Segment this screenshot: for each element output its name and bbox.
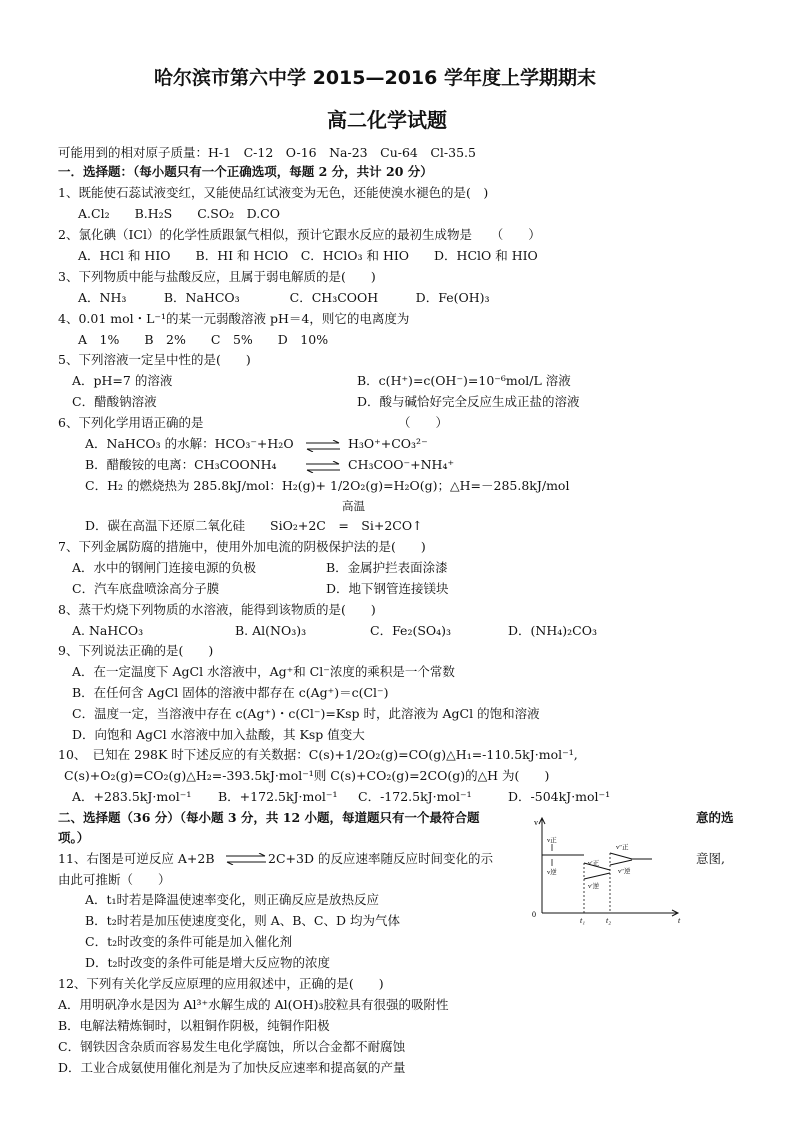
- axis-label-v: v: [534, 818, 538, 827]
- label-v-reverse: v逆: [547, 869, 557, 876]
- q10-option-d: D．-504kJ·mol⁻¹: [508, 789, 611, 804]
- q6-option-a-left: A．NaHCO₃ 的水解：HCO₃⁻+H₂O: [85, 436, 294, 451]
- q1-stem: 1、既能使石蕊试液变红，又能使品红试液变为无色，还能使溴水褪色的是( ): [58, 185, 489, 200]
- q5-stem: 5、下列溶液一定呈中性的是( ): [58, 352, 251, 367]
- q8-option-c: C．Fe₂(SO₄)₃: [370, 623, 452, 638]
- q12-option-a: A．用明矾净水是因为 Al³⁺水解生成的 Al(OH)₃胶粒具有很强的吸附性: [58, 997, 449, 1012]
- q11-stem-mid: 2C+3D 的反应速率随反应时间变化的示: [268, 851, 493, 866]
- q9-option-b: B．在任何含 AgCl 固体的溶液中都存在 c(Ag⁺)＝c(Cl⁻): [72, 685, 389, 700]
- q11-stem-2: 由此可推断（ ）: [58, 872, 171, 887]
- q2-stem: 2、氯化碘（ICl）的化学性质跟氯气相似，预计它跟水反应的最初生成物是 （ ）: [58, 227, 541, 242]
- q5-option-d: D．酸与碱恰好完全反应生成正盐的溶液: [357, 394, 580, 409]
- q9-option-c: C．温度一定，当溶液中存在 c(Ag⁺)・c(Cl⁻)=Ksp 时，此溶液为 AgCl 的饱和溶液: [72, 706, 540, 721]
- q10-option-c: C．-172.5kJ·mol⁻¹: [358, 789, 472, 804]
- q11-stem-tail: 意图,: [696, 851, 725, 866]
- q7-option-d: D．地下钢管连接镁块: [326, 581, 449, 596]
- q4-options: A 1% B 2% C 5% D 10%: [78, 332, 329, 347]
- q10-stem-2: C(s)+O₂(g)=CO₂(g)△H₂=-393.5kJ·mol⁻¹则 C(s)+CO₂(g)=2CO(g)的△H 为( ): [64, 768, 550, 783]
- section2-heading-tail: 意的选: [696, 810, 734, 825]
- v-reverse-1: [584, 873, 610, 879]
- t1-label: t₁: [580, 916, 586, 925]
- section2-heading: 二、选择题（36 分）（每小题 3 分，共 12 小题，每道题只有一个最符合题: [58, 810, 480, 825]
- q6-option-b-left: B．醋酸铵的电离：CH₃COONH₄: [85, 457, 277, 472]
- q9-stem: 9、下列说法正确的是( ): [58, 643, 214, 658]
- rate-time-graph: [528, 815, 686, 925]
- q6-option-b-right: CH₃COO⁻+NH₄⁺: [348, 457, 455, 472]
- q5-option-b: B．c(H⁺)=c(OH⁻)=10⁻⁶mol/L 溶液: [357, 373, 571, 388]
- q6-paren: （ ）: [398, 415, 449, 430]
- origin-label: 0: [532, 910, 536, 919]
- q11-option-b: B．t₂时若是加压使速度变化，则 A、B、C、D 均为气体: [85, 913, 400, 928]
- v-forward-2: [610, 853, 632, 859]
- q12-option-d: D．工业合成氨使用催化剂是为了加快反应速率和提高氨的产量: [58, 1060, 406, 1075]
- q10-option-a: A．+283.5kJ·mol⁻¹: [72, 789, 192, 804]
- q12-stem: 12、下列有关化学反应原理的应用叙述中，正确的是( ): [58, 976, 384, 991]
- label-v-reverse-1: v′逆: [588, 883, 600, 890]
- label-v-forward-2: v″正: [616, 844, 629, 851]
- section2-heading-line2: 项。）: [58, 830, 90, 845]
- q10-stem: 10、 已知在 298K 时下述反应的有关数据：C(s)+1/2O₂(g)=CO(g)△H₁=-110.5kJ·mol⁻¹,: [58, 747, 578, 762]
- q7-option-c: C．汽车底盘喷涂高分子膜: [72, 581, 220, 596]
- page-subtitle: 高二化学试题: [327, 108, 447, 132]
- q12-option-c: C．钢铁因含杂质而容易发生电化学腐蚀，所以合金都不耐腐蚀: [58, 1039, 406, 1054]
- q2-options: A．HCl 和 HIO B．HI 和 HClO C．HClO₃ 和 HIO D．HClO 和 HIO: [78, 248, 538, 263]
- q7-option-b: B．金属护拦表面涂漆: [326, 560, 448, 575]
- q9-option-d: D．向饱和 AgCl 水溶液中加入盐酸，其 Ksp 值变大: [72, 727, 365, 742]
- q8-option-b: B. Al(NO₃)₃: [235, 623, 307, 638]
- q3-stem: 3、下列物质中能与盐酸反应，且属于弱电解质的是( ): [58, 269, 376, 284]
- q7-stem: 7、下列金属防腐的措施中，使用外加电流的阴极保护法的是( ): [58, 539, 426, 554]
- q10-option-b: B．+172.5kJ·mol⁻¹: [218, 789, 338, 804]
- q7-option-a: A．水中的钢闸门连接电源的负极: [72, 560, 257, 575]
- q5-option-a: A．pH=7 的溶液: [72, 373, 173, 388]
- q6-condition: 高温: [342, 499, 365, 513]
- q6-option-a-right: H₃O⁺+CO₃²⁻: [348, 436, 428, 451]
- q8-option-d: D．(NH₄)₂CO₃: [508, 623, 597, 638]
- q5-option-c: C．醋酸钠溶液: [72, 394, 157, 409]
- q6-option-d: D．碳在高温下还原二氧化硅 SiO₂+2C = Si+2CO↑: [85, 518, 423, 533]
- q11-stem-left: 11、右图是可逆反应 A+2B: [58, 851, 215, 866]
- q11-option-d: D．t₂时改变的条件可能是增大反应物的浓度: [85, 955, 331, 970]
- axis-label-t: t: [678, 916, 681, 925]
- t2-label: t₂: [606, 916, 612, 925]
- q3-options: A．NH₃ B．NaHCO₃ C．CH₃COOH D．Fe(OH)₃: [78, 290, 490, 305]
- page-title: 哈尔滨市第六中学 2015—2016 学年度上学期期末: [154, 67, 596, 89]
- equilibrium-arrow-icon: [226, 853, 266, 865]
- q6-stem: 6、下列化学用语正确的是: [58, 415, 204, 430]
- equilibrium-arrow-icon: [306, 440, 340, 452]
- q12-option-b: B．电解法精炼铜时，以粗铜作阴极，纯铜作阳极: [58, 1018, 330, 1033]
- q11-option-a: A．t₁时若是降温使速率变化，则正确反应是放热反应: [85, 892, 380, 907]
- label-v-reverse-2: v″逆: [618, 868, 631, 875]
- q11-option-c: C．t₂时改变的条件可能是加入催化剂: [85, 934, 293, 949]
- atomic-masses: 可能用到的相对原子质量：H-1 C-12 O-16 Na-23 Cu-64 Cl-35.5: [58, 145, 476, 160]
- section1-heading: 一．选择题：（每小题只有一个正确选项，每题 2 分，共计 20 分）: [58, 164, 433, 179]
- label-v-forward-1: v′正: [588, 860, 600, 867]
- q8-stem: 8、蒸干灼烧下列物质的水溶液，能得到该物质的是( ): [58, 602, 376, 617]
- q4-stem: 4、0.01 mol・L⁻¹的某一元弱酸溶液 pH＝4，则它的电离度为: [58, 311, 410, 326]
- label-v-forward: v正: [547, 837, 557, 844]
- q6-option-c: C．H₂ 的燃烧热为 285.8kJ/mol：H₂(g)+ 1/2O₂(g)=H₂O(g)；△H=－285.8kJ/mol: [85, 478, 570, 493]
- q8-option-a: A. NaHCO₃: [72, 623, 144, 638]
- equilibrium-arrow-icon: [306, 461, 340, 473]
- v-reverse-2: [610, 860, 632, 865]
- q9-option-a: A．在一定温度下 AgCl 水溶液中，Ag⁺和 Cl⁻浓度的乘积是一个常数: [72, 664, 455, 679]
- q1-options: A.Cl₂ B.H₂S C.SO₂ D.CO: [78, 206, 280, 221]
